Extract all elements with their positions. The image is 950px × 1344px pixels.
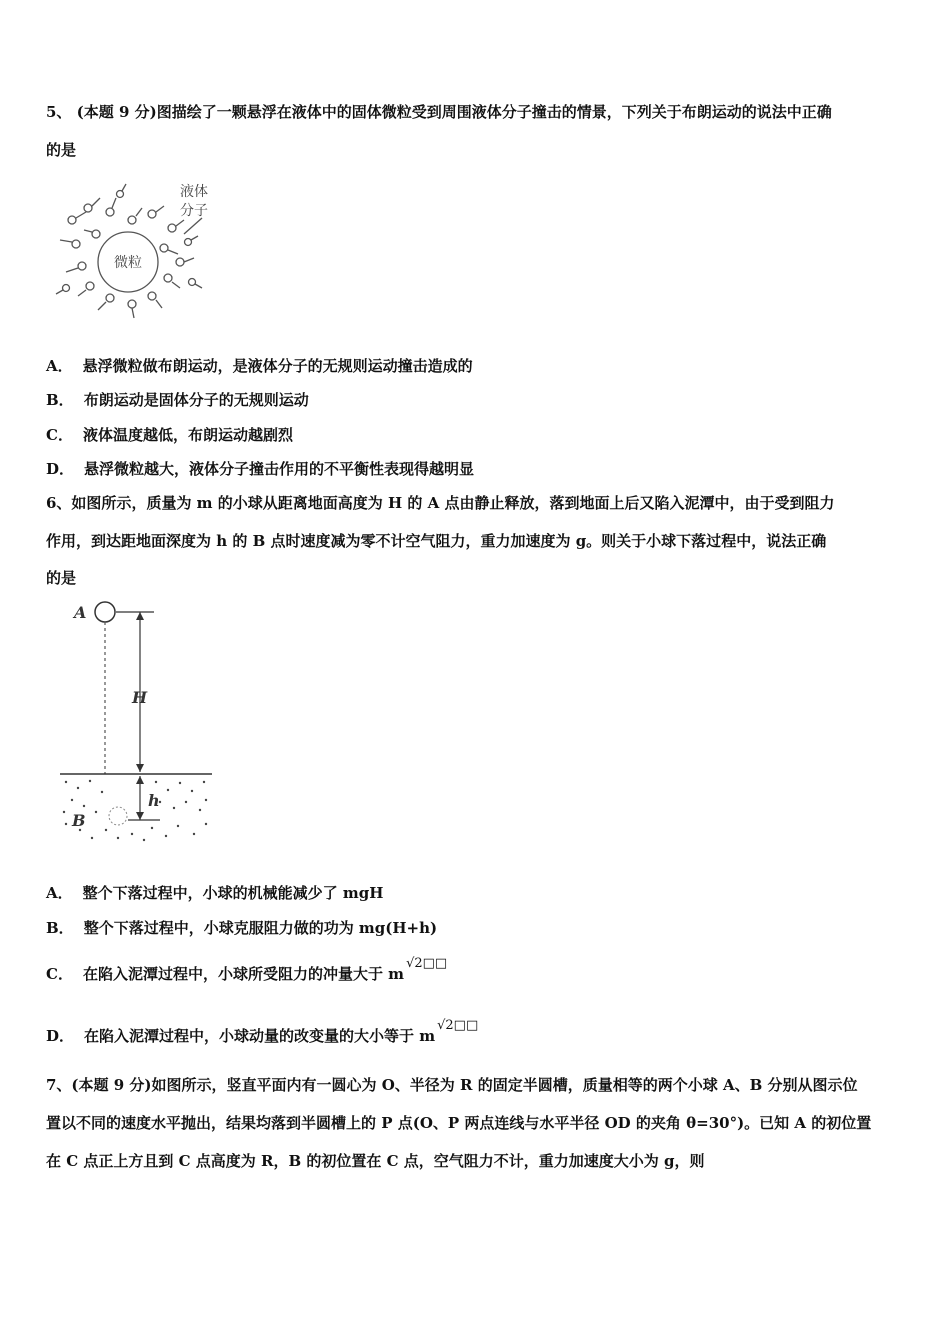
q6-option-b[interactable] [46,918,437,938]
q7-stem-line3: 在 C 点正上方且到 C 点高度为 R，B 的初位置在 C 点，空气阻力不计，重力加速度大小为 g，则 [46,1152,705,1170]
label-A: A [74,603,87,622]
q5-option-b[interactable] [46,390,309,410]
option-text: 在陷入泥潭过程中，小球动量的改变量的大小等于 m [84,1027,436,1045]
sqrt-formula: √2□□ [406,956,448,971]
molecule-label-1: 液体 [180,184,208,200]
option-text: 在陷入泥潭过程中，小球所受阻力的冲量大于 m [82,965,405,983]
q5-option-d[interactable] [46,459,474,479]
q6-fall-figure [56,598,226,848]
label-h: h [148,791,160,810]
ball-B [109,807,127,825]
q5-stem-line2: 的是 [46,141,77,159]
option-text: 布朗运动是固体分子的无规则运动 [83,391,309,409]
option-text: 悬浮微粒做布朗运动，是液体分子的无规则运动撞击造成的 [82,357,473,375]
q6-option-a[interactable] [46,883,383,903]
particle-label: 微粒 [114,255,142,271]
option-key: A． [46,884,73,902]
q7-stem-line2: 置以不同的速度水平抛出，结果均落到半圆槽上的 P 点(O、P 两点连线与水平半径 OD 的夹角 θ=30°)。已知 A 的初位置 [46,1114,872,1132]
q6-stem-line3: 的是 [46,569,77,587]
option-text: 悬浮微粒越大，液体分子撞击作用的不平衡性表现得越明显 [84,460,475,478]
option-text: 液体温度越低，布朗运动越剧烈 [82,426,293,444]
q5-stem-line1: 5、 (本题 9 分)图描绘了一颗悬浮在液体中的固体微粒受到周围液体分子撞击的情景，下列关于布朗运动的说法中正确 [46,103,832,121]
q5-option-a[interactable] [46,356,473,376]
option-text: 整个下落过程中，小球的机械能减少了 mgH [82,884,384,902]
option-key: C． [46,426,73,444]
q6-option-c[interactable] [46,956,448,986]
option-key: D． [46,1027,75,1045]
sqrt-formula: √2□□ [437,1018,479,1033]
q5-option-c[interactable] [46,425,293,445]
ground-mud [60,774,212,844]
ball-A [95,602,115,622]
molecule-label-2: 分子 [180,203,208,219]
option-text: 整个下落过程中，小球克服阻力做的功为 mg(H+h) [83,919,438,937]
option-key: A． [46,357,73,375]
q6-stem-line1: 6、如图所示，质量为 m 的小球从距离地面高度为 H 的 A 点由静止释放，落到地面上后又陷入泥潭中，由于受到阻力 [46,494,835,512]
option-key: B． [46,919,74,937]
q5-brownian-figure [52,178,222,328]
option-key: C． [46,965,73,983]
q7-stem-line1: 7、(本题 9 分)如图所示，竖直平面内有一圆心为 O、半径为 R 的固定半圆槽，质量相等的两个小球 A、B 分别从图示位 [46,1076,858,1094]
option-key: D． [46,460,75,478]
q6-stem-line2: 作用，到达距地面深度为 h 的 B 点时速度减为零不计空气阻力，重力加速度为 g。则关于小球下落过程中，说法正确 [46,532,827,550]
label-B: B [72,811,86,830]
molecule-label-pointer [184,218,202,234]
q6-option-d[interactable] [46,1018,479,1048]
option-key: B． [46,391,74,409]
label-H: H [132,688,148,707]
